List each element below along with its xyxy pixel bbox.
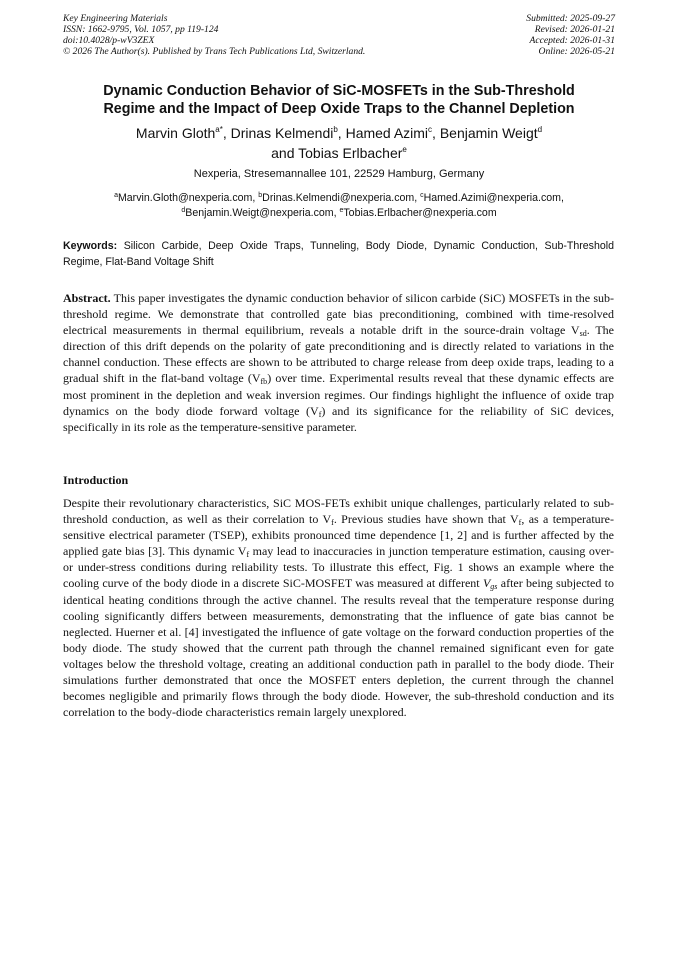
subscript: f: [518, 518, 522, 528]
abstract-text: ) over time. Experimental results reveal that these dynamic effects are most prominent in the depletion and weak inversion regimes. Our findings highlight the influence of oxide trap dynamics on the body diode forward voltage (V: [63, 371, 614, 418]
body-text: Despite their revolutionary characteristics, SiC MOS-FETs exhibit unique challenges, particularly related to sub-threshold conduction, as well as their correlation to V: [63, 496, 614, 527]
email-address: Marvin.Gloth@nexperia.com,: [117, 192, 259, 204]
author-affiliation-mark: c: [428, 125, 433, 134]
title-line-1: Dynamic Conduction Behavior of SiC-MOSFETs in the Sub-Threshold: [103, 83, 575, 99]
online-date: Online: 2026-05-21: [538, 45, 615, 57]
affiliation: Nexperia, Stresemannallee 101, 22529 Hamburg, Germany: [193, 168, 485, 180]
abstract-text: ) and its significance for the reliability of SiC devices, specifically in its role as the temperature-sensitive parameter.: [63, 403, 614, 434]
abstract-text: . The direction of this drift depends on the polarity of gate preconditioning and is directly related to variations in the channel conduction. These effects are shown to be attributed to charge release from deep oxide traps, leading to a gradual shift in the flat-band voltage (V: [63, 323, 614, 386]
author-line-2: [40, 143, 638, 163]
doi-line: doi:10.4028/p-wV3ZEX: [63, 34, 155, 46]
author-affiliation-mark: a*: [215, 125, 223, 134]
author-name: Tobias Erlbacher: [298, 145, 403, 161]
email-line-2: [40, 206, 638, 221]
author-name: Hamed Azimi: [345, 125, 429, 141]
abstract: [63, 290, 614, 435]
body-text: . Previous studies have shown that V: [333, 512, 519, 527]
author-affiliation-mark: e: [402, 145, 407, 154]
email-address: Drinas.Kelmendi@nexperia.com,: [262, 192, 421, 204]
author-emails: [40, 191, 638, 220]
subscript: fb: [260, 377, 268, 387]
author-list: [40, 123, 638, 163]
author-conjunction: and: [271, 145, 299, 161]
copyright-line: © 2026 The Author(s). Published by Trans Tech Publications Ltd, Switzerland.: [63, 45, 366, 57]
introduction-paragraph: [63, 495, 614, 720]
keywords: [63, 238, 614, 270]
title-line-2: Regime and the Impact of Deep Oxide Traps to the Channel Depletion: [103, 101, 575, 117]
author-separator: ,: [432, 125, 440, 141]
subscript: sd: [579, 329, 587, 339]
author-separator: ,: [337, 125, 346, 141]
author-line-1: [40, 123, 638, 143]
subscript: f: [331, 518, 334, 528]
body-text: may lead to inaccuracies in junction temperature estimation, causing over- or under-stress conditions during reliability tests. To illustrate this effect, Fig. 1 shows an example where the cooling curve of the body diode in a discrete SiC-MOSFET was measured at different: [63, 544, 615, 591]
body-text: after being subjected to identical heating conditions through the active channel. The results reveal that the temperature response during cooling significantly differs between measurements, demonstrating that the influence of gate bias cannot be neglected. Huerner et al. [4] investigated the influence of gate voltage on the forward conduction properties of the body diode. The study showed that the current path through the channel remained significant even for gate voltages below the threshold voltage, creating an additional conduction path in parallel to the body diode. Their simulations further demonstrated that once the MOSFET enters depletion, the current through the channel becomes negligible and primarily flows through the body diode. However, the sub-threshold conduction and its correlation to the body-diode characteristics remain largely unexplored.: [63, 576, 614, 720]
keywords-label: Keywords:: [63, 240, 118, 252]
author-affiliation-mark: d: [537, 125, 543, 134]
email-address: Hamed.Azimi@nexperia.com,: [423, 192, 564, 204]
vgs-symbol: [483, 576, 497, 590]
subscript: f: [246, 550, 250, 560]
abstract-text: This paper investigates the dynamic conduction behavior of silicon carbide (SiC) MOSFETs in the sub-threshold regime. We demonstrate that controlled gate bias preconditioning, combined with time-resolved electrical measurements in thermal equilibrium, reveals a notable drift in the source-drain voltage V: [63, 291, 614, 338]
paper-title: [40, 82, 638, 118]
keywords-text: Silicon Carbide, Deep Oxide Traps, Tunneling, Body Diode, Dynamic Conduction, Sub-Threshold Regime, Flat-Band Voltage Shift: [63, 240, 614, 268]
abstract-label: Abstract.: [63, 291, 111, 305]
author-affiliation-mark: b: [333, 125, 338, 134]
email-address: Benjamin.Weigt@nexperia.com,: [185, 206, 340, 219]
subscript: f: [318, 409, 322, 419]
journal-header: [63, 14, 365, 58]
email-mark: e: [339, 206, 344, 214]
email-line-1: [40, 191, 638, 206]
subscript: gs: [490, 582, 498, 592]
email-address: Tobias.Erlbacher@nexperia.com: [343, 206, 497, 219]
author-separator: ,: [222, 125, 231, 141]
email-mark: d: [181, 206, 186, 214]
author-name: Marvin Gloth: [135, 125, 216, 141]
accepted-date: Accepted: 2026-01-31: [529, 34, 615, 46]
dates-header: [526, 14, 615, 58]
author-name: Drinas Kelmendi: [230, 125, 334, 141]
issn-line: ISSN: 1662-9795, Vol. 1057, pp 119-124: [63, 23, 219, 35]
revised-date: Revised: 2026-01-21: [534, 23, 615, 35]
email-mark: a: [114, 192, 118, 199]
introduction-heading: Introduction: [63, 473, 129, 487]
author-name: Benjamin Weigt: [439, 125, 538, 141]
journal-name: Key Engineering Materials: [63, 13, 168, 24]
email-mark: b: [258, 192, 263, 199]
submitted-date: Submitted: 2025-09-27: [526, 13, 615, 24]
symbol-letter: V: [482, 576, 491, 591]
body-text: , as a temperature-sensitive electrical parameter (TSEP), exhibits pronounced time dependence [1, 2] and is further affected by the applied gate bias [3]. This dynamic V: [63, 512, 614, 559]
email-mark: c: [420, 192, 424, 199]
